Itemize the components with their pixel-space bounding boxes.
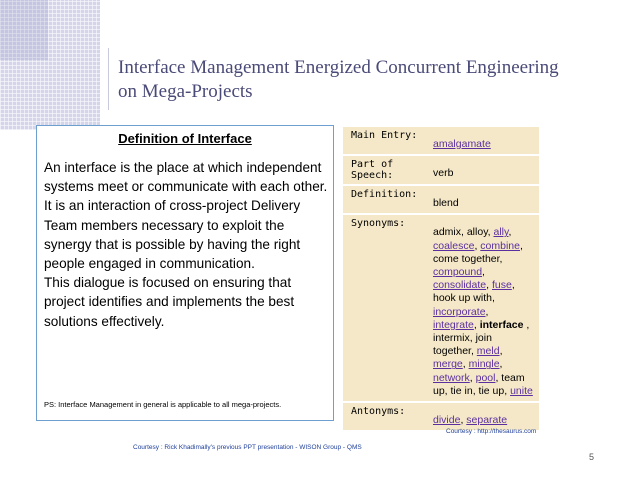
definition-row — [343, 186, 539, 213]
part-of-speech-label: Part of Speech: — [343, 156, 429, 184]
synonym-link-integrate[interactable]: integrate — [433, 318, 474, 331]
synonym-text: , come together, — [433, 239, 523, 265]
definition-heading: Definition of Interface — [118, 131, 252, 146]
antonyms-label: Antonyms: — [343, 403, 429, 430]
synonym-link-consolidate[interactable]: consolidate — [433, 279, 487, 292]
definition-label: Definition: — [343, 186, 429, 213]
synonym-link-ally[interactable]: ally — [493, 226, 509, 239]
definition-value: blend — [429, 186, 539, 213]
synonym-link-merge[interactable]: merge — [433, 358, 463, 371]
synonym-link-unite[interactable]: unite — [510, 384, 533, 397]
synonyms-row — [343, 215, 539, 401]
thesaurus-table — [343, 125, 539, 432]
definition-paragraph: This dialogue is focused on ensuring that project identifies and implements the best solutions effectively. — [44, 275, 295, 329]
definition-paragraph: An interface is the place at which independent systems meet or communicate with each other. — [44, 160, 328, 195]
page-number: 5 — [589, 452, 595, 462]
synonym-text: , hook up with, — [433, 279, 515, 305]
part-of-speech-value: verb — [429, 156, 539, 184]
footer-courtesy: Courtesy : Rick Khadimally's previous PPT presentation - WISON Group - QMS — [133, 444, 362, 451]
antonym-link-divide[interactable]: divide — [433, 414, 461, 427]
synonym-link-combine[interactable]: combine — [480, 239, 520, 252]
antonym-link-separate[interactable]: separate — [466, 414, 508, 427]
synonym-link-compound[interactable]: compound — [433, 266, 483, 279]
synonym-link-network[interactable]: network — [433, 371, 470, 384]
part-of-speech-row — [343, 156, 539, 184]
antonyms-value: divide, separate — [429, 403, 539, 430]
slide-title — [118, 56, 578, 104]
main-entry-row — [343, 127, 539, 154]
main-entry-link[interactable]: amalgamate — [433, 138, 491, 150]
synonym-text: admix, alloy, — [433, 226, 494, 239]
thesaurus-courtesy: Courtesy : http://thesaurus.com — [446, 428, 537, 435]
ps-note: PS: Interface Management in general is applicable to all mega-projects. — [44, 400, 282, 409]
definition-body — [44, 158, 332, 331]
synonym-link-coalesce[interactable]: coalesce — [433, 239, 475, 252]
synonym-interface: interface — [479, 318, 524, 331]
synonyms-value: admix, alloy, ally, coalesce, combine, come together, compound, consolidate, fuse, hook up with, incorporate, integrate, interface , intermix, join together, meld, merge, mingle, network, pool, team up, tie in, tie up, unite — [429, 215, 539, 401]
synonym-link-fuse[interactable]: fuse — [491, 279, 512, 292]
synonym-link-pool[interactable]: pool — [475, 371, 496, 384]
slide-title-line-1: Interface Management Energized Concurrent Engineering — [118, 57, 559, 78]
synonym-link-mingle[interactable]: mingle — [468, 358, 500, 371]
main-entry-value — [429, 127, 539, 154]
corner-decoration-accent — [0, 0, 48, 60]
synonym-text: , team up, tie in, tie up, — [433, 371, 525, 397]
definition-paragraph: It is an interaction of cross-project Delivery Team members necessary to exploit the synergy that is possible by having the right people engaged in communication. — [44, 198, 301, 272]
synonym-text: , intermix, join together, — [433, 318, 530, 358]
synonym-link-meld[interactable]: meld — [476, 345, 500, 358]
slide-title-line-2: on Mega-Projects — [118, 81, 253, 102]
antonyms-row — [343, 403, 539, 430]
main-entry-label: Main Entry: — [343, 127, 429, 154]
synonyms-label: Synonyms: — [343, 215, 429, 401]
synonym-link-incorporate[interactable]: incorporate — [433, 305, 486, 318]
